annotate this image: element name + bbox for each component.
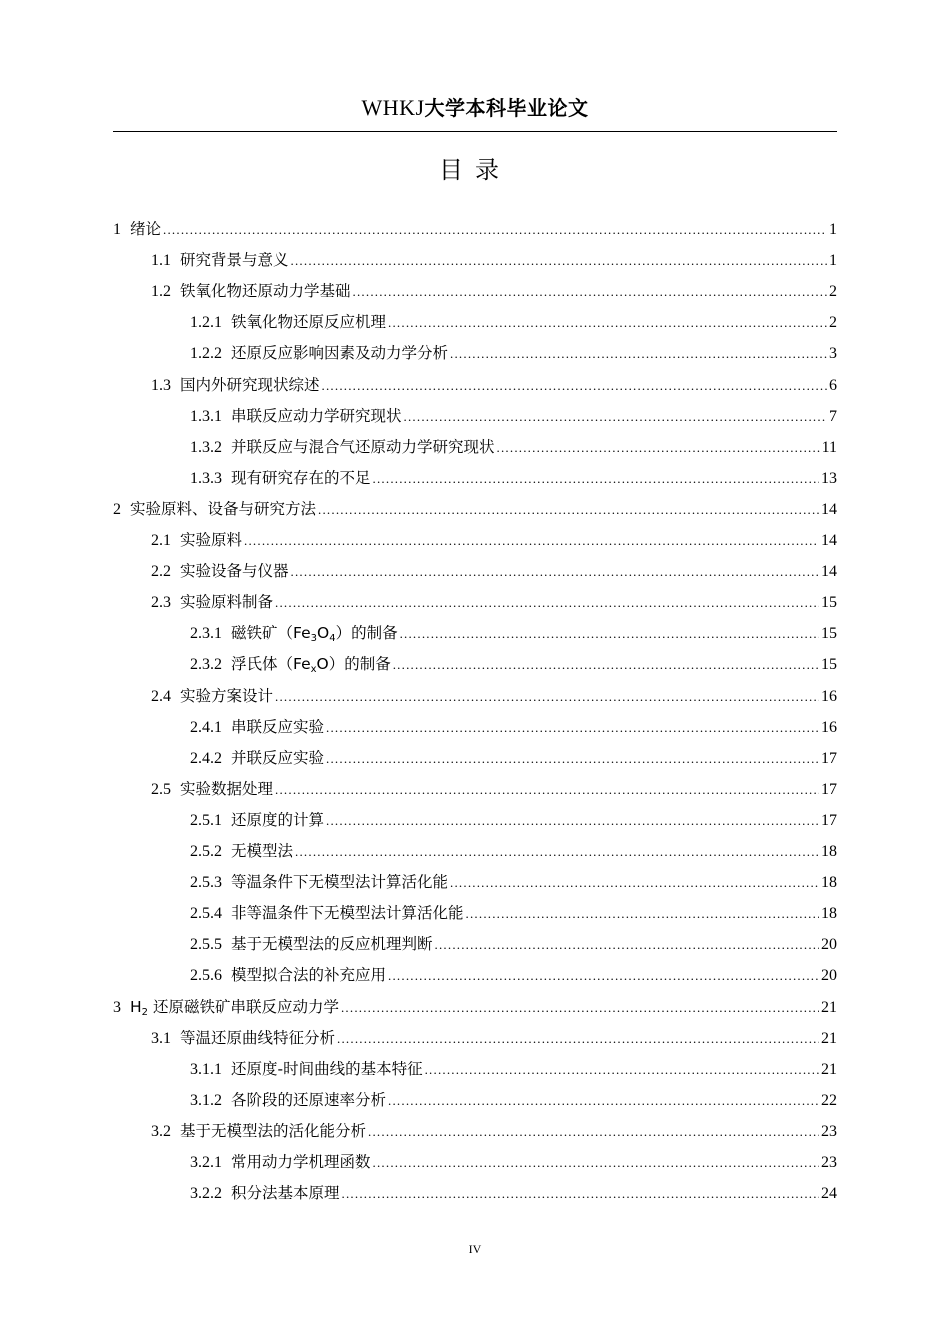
toc-entry-title: 基于无模型法的反应机理判断 [231,935,433,954]
toc-entry-page: 17 [821,749,837,767]
toc-entry-title: 浮氏体$(Fe_xO)$的制备 [231,655,391,676]
toc-entry-page: 15 [821,625,837,643]
toc-entry[interactable] [190,840,837,862]
toc-leader-dots [295,841,819,863]
toc-entry-title: 国内外研究现状综述 [180,375,320,394]
toc-entry-title: 实验原料 [180,531,243,549]
toc-entry[interactable] [190,311,837,333]
toc-entry-number: 1.2.2 [190,345,222,363]
toc-entry[interactable] [190,467,837,489]
toc-entry-page: 14 [821,500,837,518]
toc-entry-page: 20 [821,967,837,985]
toc-entry-number: 2.4 [151,687,171,705]
toc-leader-dots [275,779,819,801]
toc-entry-number: 2.5.3 [190,874,222,892]
toc-leader-dots [368,1121,819,1143]
toc-leader-dots [400,623,819,645]
toc-entry-title: 等温条件下无模型法计算活化能 [231,873,449,892]
toc-entry-number: 2.5 [151,780,171,798]
toc-entry-title: 还原度的计算 [231,810,325,829]
toc-entry-title: 还原度-时间曲线的基本特征 [231,1059,423,1078]
toc-entry[interactable] [151,374,837,396]
toc-leader-dots [450,343,827,365]
toc-entry-page: 17 [821,811,837,829]
header-latin: WHKJ [361,95,425,120]
toc-entry-page: 2 [829,314,837,332]
toc-leader-dots [466,903,819,925]
page-header [0,92,950,121]
toc-entry-title: 各阶段的还原速率分析 [231,1090,387,1109]
toc-entry-title: $H_2$ 还原磁铁矿串联反应动力学 [130,997,339,1018]
toc-entry[interactable] [190,653,837,675]
toc-entry-title: 串联反应实验 [231,717,325,736]
toc-entry[interactable] [190,405,837,427]
toc-entry-number: 1.3 [151,376,171,394]
toc-entry-title: 串联反应动力学研究现状 [231,406,402,425]
toc-entry-title: 磁铁矿$(Fe_3O_4)$的制备 [231,624,398,645]
toc-entry[interactable] [151,685,837,707]
toc-leader-dots [244,530,819,552]
toc-entry-page: 7 [829,407,837,425]
toc-entry-page: 17 [821,780,837,798]
toc-leader-dots [497,437,820,459]
toc-entry-title: 铁氧化物还原动力学基础 [180,282,351,301]
toc-entry-page: 23 [821,1154,837,1171]
toc-entry-title: 积分法基本原理 [231,1184,340,1203]
toc-entry-title: 基于无模型法的活化能分析 [180,1121,367,1140]
toc-entry[interactable] [151,560,837,582]
toc-entry-title: 现有研究存在的不足 [231,468,371,487]
toc-entry[interactable] [151,249,837,271]
toc-entry[interactable] [151,778,837,800]
toc-leader-dots [291,250,827,272]
toc-leader-dots [373,1152,819,1174]
toc-entry-page: 14 [821,563,837,581]
toc-entry[interactable] [190,933,837,955]
toc-entry-title: 无模型法 [231,842,294,860]
toc-entry[interactable] [151,591,837,613]
toc-entry[interactable] [151,529,837,551]
toc-entry[interactable] [190,1151,837,1173]
toc-entry-page: 21 [821,1060,837,1078]
toc-entry-title: 实验设备与仪器 [180,562,289,581]
toc-leader-dots [326,748,819,770]
toc-leader-dots [393,654,819,676]
toc-entry[interactable] [190,716,837,738]
toc-entry[interactable] [190,1089,837,1111]
toc-entry-page: 16 [821,718,837,736]
toc-entry-title: 铁氧化物还原反应机理 [231,313,387,332]
toc-entry-number: 1.2.1 [190,314,222,332]
toc-entry[interactable] [190,809,837,831]
toc-entry[interactable] [190,964,837,986]
toc-entry-number: 3 [113,998,121,1016]
toc-entry-page: 15 [821,656,837,674]
toc-entry-number: 1 [113,221,121,238]
toc-entry-title: 模型拟合法的补充应用 [231,966,387,985]
toc-entry[interactable] [190,871,837,893]
toc-entry[interactable] [113,498,837,520]
toc-leader-dots [388,312,827,334]
toc-entry-page: 15 [821,594,837,612]
toc-entry-number: 3.2.1 [190,1154,222,1171]
toc-leader-dots [404,406,827,428]
toc-leader-dots [353,281,827,303]
toc-entry-number: 3.2 [151,1122,171,1140]
toc-leader-dots [322,375,827,397]
toc-entry-number: 2 [113,500,121,518]
toc-entry-title: 并联反应实验 [231,748,325,767]
toc-leader-dots [291,561,819,583]
toc-entry[interactable] [151,1120,837,1142]
toc-entry-number: 2.5.2 [190,843,222,860]
toc-entry-number: 3.1 [151,1029,171,1047]
toc-entry[interactable] [151,280,837,302]
toc-entry-number: 2.4.2 [190,749,222,767]
header-title: 大学本科毕业论文 [424,96,589,120]
toc-entry[interactable] [113,218,837,240]
toc-entry-title: 并联反应与混合气还原动力学研究现状 [231,437,495,456]
toc-entry-page: 22 [821,1091,837,1109]
toc-entry-number: 2.5.6 [190,967,222,985]
toc-leader-dots [326,717,819,739]
toc-entry-page: 21 [821,1029,837,1047]
toc-entry-page: 13 [821,469,837,487]
toc-entry[interactable] [190,436,837,458]
toc-leader-dots [275,686,819,708]
toc-entry[interactable] [190,747,837,769]
toc-entry-number: 2.1 [151,532,171,549]
toc-leader-dots [337,1028,819,1050]
toc-entry-title: 常用动力学机理函数 [231,1153,371,1171]
toc-entry-title: 实验方案设计 [180,686,274,705]
toc-entry-page: 11 [821,438,837,456]
toc-entry-number: 2.5.1 [190,811,222,829]
toc-entry-number: 1.3.1 [190,407,222,425]
toc-entry-number: 3.2.2 [190,1185,222,1203]
toc-entry-title: 研究背景与意义 [180,251,289,270]
toc-entry-page: 20 [821,936,837,954]
toc-entry-page: 23 [821,1122,837,1140]
toc-leader-dots [388,1090,819,1112]
toc-entry-page: 14 [821,532,837,549]
toc-entry-page: 6 [829,376,837,394]
toc-entry-title: 绪论 [130,220,162,238]
toc-entry-title: 非等温条件下无模型法计算活化能 [231,904,464,923]
toc-leader-dots [326,810,819,832]
toc-leader-dots [388,965,819,987]
page-number: IV [468,1242,482,1256]
toc-entry[interactable] [151,1027,837,1049]
toc-entry-number: 1.3.3 [190,469,222,487]
toc-entry-number: 3.1.2 [190,1091,222,1109]
toc-entry-number: 2.4.1 [190,718,222,736]
toc-leader-dots [342,1183,819,1205]
toc-entry-number: 1.3.2 [190,438,222,456]
toc-entry-page: 2 [829,283,837,301]
toc-entry[interactable] [190,902,837,924]
toc-entry-number: 2.3 [151,594,171,612]
toc-entry-number: 1.1 [151,252,171,270]
toc-entry-number: 1.2 [151,283,171,301]
toc-entry-number: 3.1.1 [190,1060,222,1078]
toc-leader-dots [425,1059,819,1081]
header-rule [113,131,837,132]
toc-leader-dots [450,872,819,894]
toc-entry-page: 18 [821,905,837,923]
toc-entry-page: 1 [829,252,837,270]
toc-entry-title: 实验数据处理 [180,779,274,798]
toc-entry-page: 16 [821,687,837,705]
toc-entry-page: 24 [821,1185,837,1203]
toc-entry-title: 实验原料制备 [180,593,274,612]
toc-entry-number: 2.5.5 [190,936,222,954]
toc-entry-number: 2.5.4 [190,905,222,923]
toc-leader-dots [163,219,827,241]
toc-entry[interactable] [190,342,837,364]
toc-leader-dots [275,592,819,614]
toc-leader-dots [341,997,819,1019]
toc-entry-title: 还原反应影响因素及动力学分析 [231,344,449,363]
toc-entry-page: 1 [829,221,837,238]
toc-entry-page: 18 [821,843,837,860]
toc-entry[interactable] [190,1182,837,1204]
toc-leader-dots [318,499,819,521]
toc-leader-dots [373,468,819,490]
toc-entry-number: 2.3.1 [190,625,222,643]
toc-entry-page: 3 [829,345,837,363]
toc-entry-page: 18 [821,874,837,892]
toc-entry-title: 实验原料、设备与研究方法 [130,499,317,518]
toc-leader-dots [435,934,819,956]
toc-entry-number: 2.2 [151,563,171,581]
toc-title: 目录 [439,156,511,184]
toc-entry-page: 21 [821,998,837,1016]
toc-entry-number: 2.3.2 [190,656,222,674]
toc-entry[interactable] [190,622,837,644]
toc-entry[interactable] [113,996,837,1018]
toc-entry-title: 等温还原曲线特征分析 [180,1028,336,1047]
toc-entry[interactable] [190,1058,837,1080]
